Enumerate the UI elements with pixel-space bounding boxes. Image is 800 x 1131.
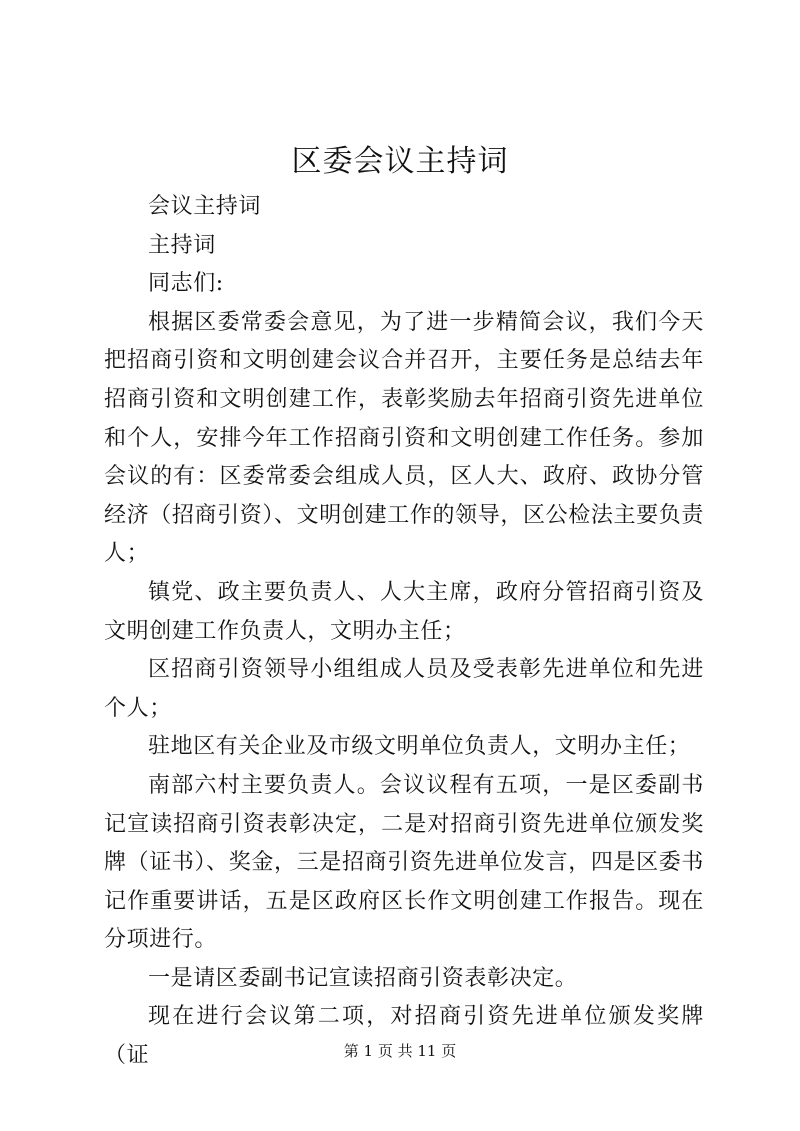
paragraph-main-intro: 根据区委常委会意见，为了进一步精简会议，我们今天把招商引资和文明创建会议合并召开，主要任务是总结去年招商引资和文明创建工作，表彰奖励去年招商引资先进单位和个人，安排今年工作招商引资和文明创建工作任务。参加会议的有：区委常委会组成人员，区人大、政府、政协分管经济（招商引资）、文明创建工作的领导，区公检法主要负责人； bbox=[104, 309, 704, 567]
paragraph-salutation: 同志们: bbox=[148, 271, 224, 297]
paragraph-agenda: 南部六村主要负责人。会议议程有五项，一是区委副书记宣读招商引资表彰决定，二是对招商引资先进单位颁发奖牌（证书）、奖金，三是招商引资先进单位发言，四是区委书记作重要讲话，五是区政府区长作文明创建工作报告。现在分项进行。 bbox=[104, 772, 704, 953]
page-number: 第 1 页 共 11 页 bbox=[343, 1042, 457, 1060]
page-footer bbox=[0, 1040, 800, 1062]
paragraph-item-one: 一是请区委副书记宣读招商引资表彰决定。 bbox=[148, 965, 578, 991]
document-title: 区委会议主持词 bbox=[291, 144, 509, 179]
paragraph-attendees-towns: 镇党、政主要负责人、人大主席，政府分管招商引资及文明创建工作负责人，文明办主任； bbox=[104, 579, 704, 644]
paragraph-opening-1: 会议主持词 bbox=[148, 194, 262, 219]
paragraph-opening-2: 主持词 bbox=[148, 232, 216, 258]
paragraph-attendees-enterprises: 驻地区有关企业及市级文明单位负责人，文明办主任； bbox=[148, 734, 691, 760]
paragraph-attendees-group: 区招商引资领导小组组成人员及受表彰先进单位和先进个人； bbox=[104, 657, 704, 721]
paragraph-item-two: 现在进行会议第二项，对招商引资先进单位颁发奖牌（证 bbox=[104, 1004, 704, 1069]
document-body bbox=[104, 188, 704, 1076]
